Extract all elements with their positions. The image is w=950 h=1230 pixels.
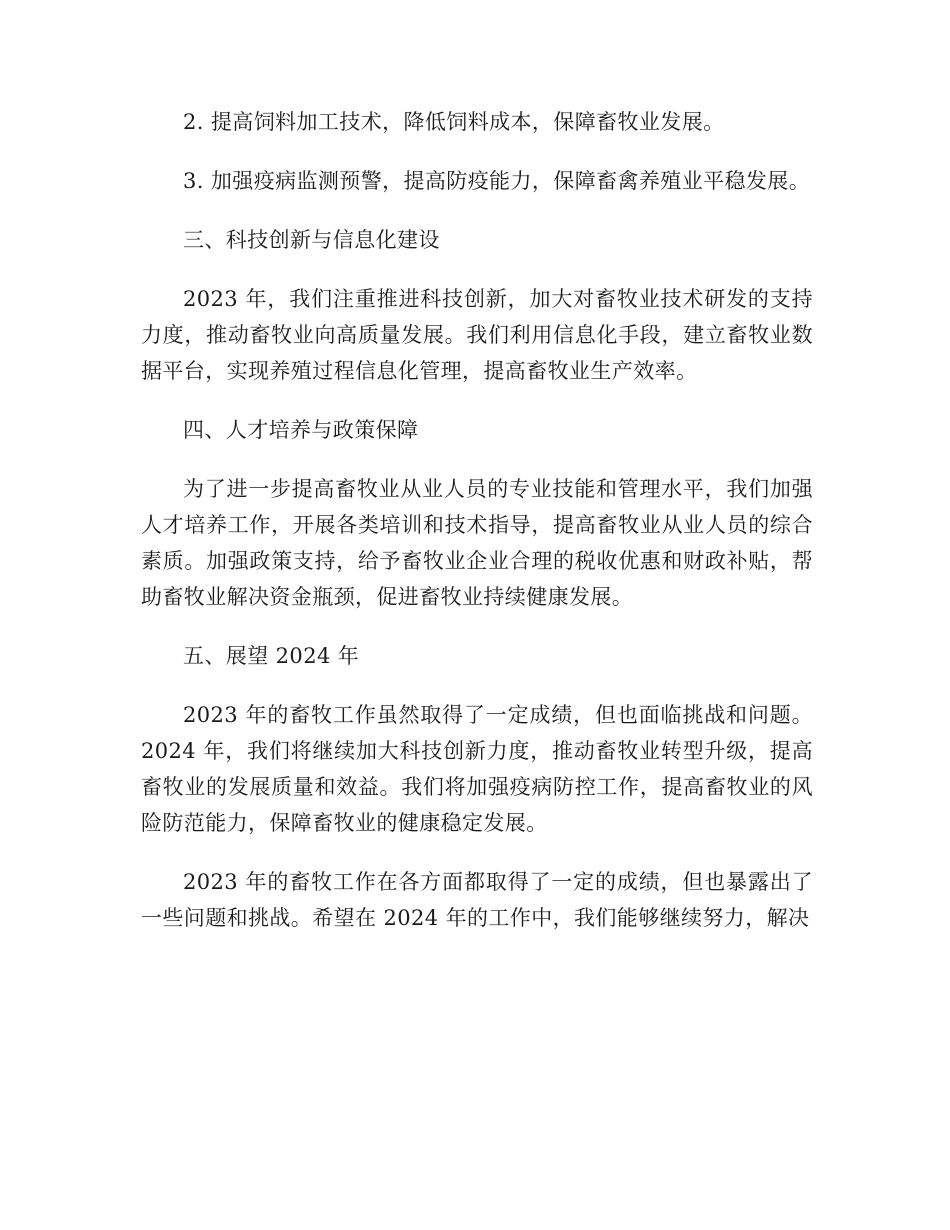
section-heading-outlook: 五、展望 2024 年 [183,644,360,668]
list-item-disease-monitoring: 3. 加强疫病监测预警，提高防疫能力，保障畜禽养殖业平稳发展。 [183,169,811,193]
list-item-feed-processing: 2. 提高饲料加工技术，降低饲料成本，保障畜牧业发展。 [183,110,725,134]
paragraph-tech-innovation: 2023 年，我们注重推进科技创新，加大对畜牧业技术研发的支持力度，推动畜牧业向高质量发展。我们利用信息化手段，建立畜牧业数据平台，实现养殖过程信息化管理，提高畜牧业生产效率。 [141,287,813,383]
paragraph-outlook: 2023 年的畜牧工作虽然取得了一定成绩，但也面临挑战和问题。2024 年，我们将继续加大科技创新力度，推动畜牧业转型升级，提高畜牧业的发展质量和效益。我们将加强疫病防控工作，提高畜牧业的风险防范能力，保障畜牧业的健康稳定发展。 [141,703,813,835]
paragraph-talent-policy: 为了进一步提高畜牧业从业人员的专业技能和管理水平，我们加强人才培养工作，开展各类培训和技术指导，提高畜牧业从业人员的综合素质。加强政策支持，给予畜牧业企业合理的税收优惠和财政补贴，帮助畜牧业解决资金瓶颈，促进畜牧业持续健康发展。 [141,477,813,609]
paragraph-conclusion: 2023 年的畜牧工作在各方面都取得了一定的成绩，但也暴露出了一些问题和挑战。希望在 2024 年的工作中，我们能够继续努力，解决 [141,870,813,930]
section-heading-tech-innovation: 三、科技创新与信息化建设 [183,228,440,252]
section-heading-talent-policy: 四、人才培养与政策保障 [183,418,419,442]
document-body [141,104,813,959]
